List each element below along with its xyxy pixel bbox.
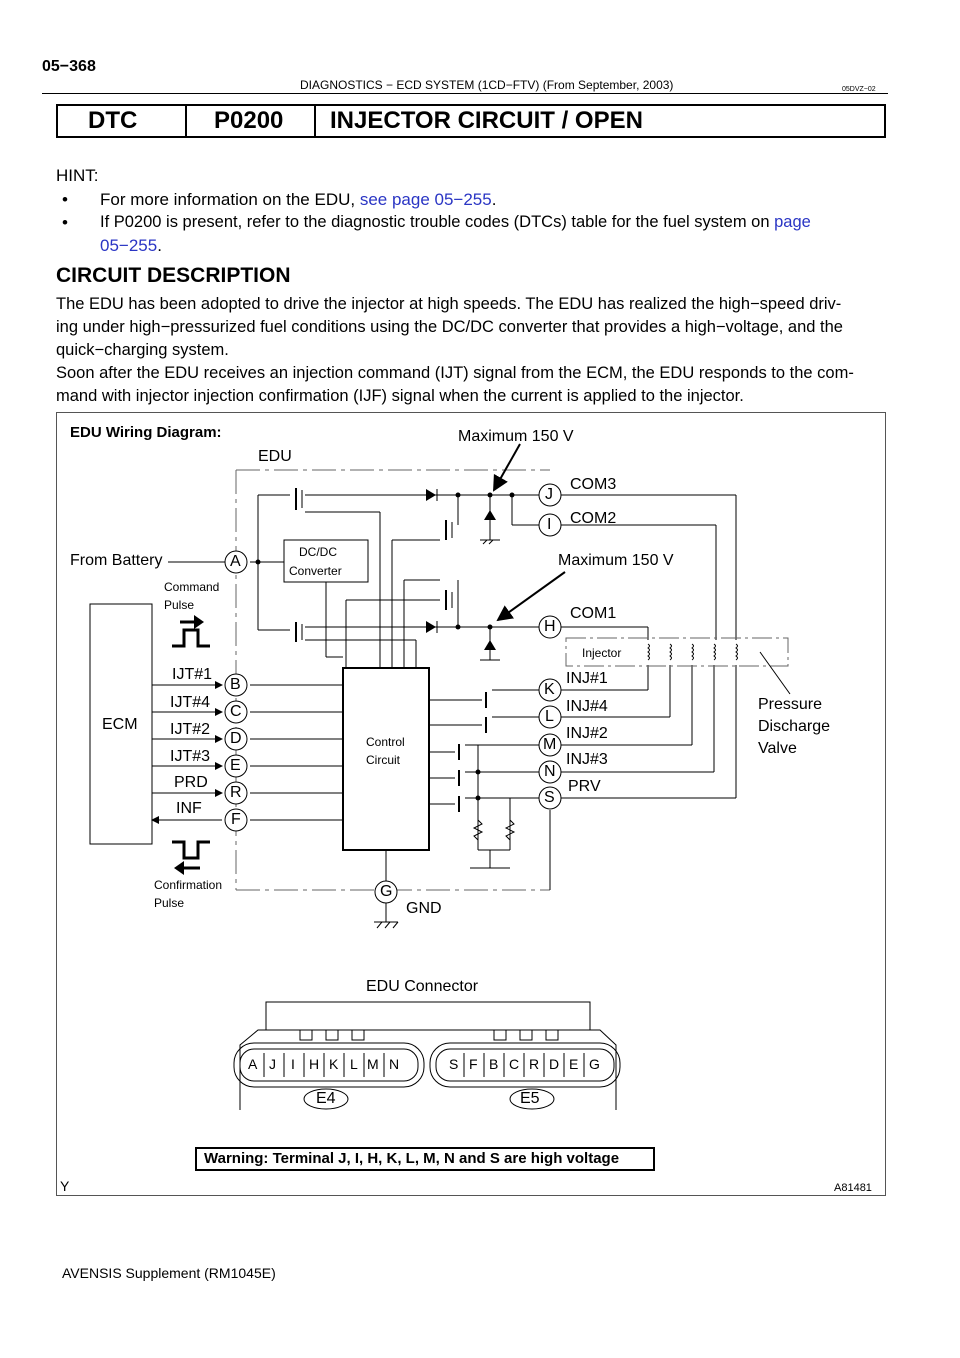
dtc-label: DTC [88,107,138,134]
description-line-2: ing under high−pressurized fuel conditions using the DC/DC converter that provides a high−voltage, and the [56,318,843,336]
hint-item-1-end: . [491,190,497,209]
label-com3: COM3 [570,476,617,493]
doc-code: 05DVZ−02 [842,86,876,93]
terminal-e: E [230,757,241,774]
hint-item-2-end: . [157,236,162,255]
e5-pin-s: S [449,1056,459,1072]
pressure-label-2: Discharge [758,718,831,735]
terminal-f: F [231,811,241,828]
label-com1: COM1 [570,605,617,622]
label-com2: COM2 [570,510,617,527]
from-battery-label: From Battery [70,552,163,569]
confirmation-label-1: Confirmation [154,878,223,892]
label-inj1: INJ#1 [566,670,608,687]
terminal-j: J [545,486,553,503]
confirmation-label-2: Pulse [154,896,185,910]
connector-e4-label: E4 [316,1090,336,1107]
max-voltage-label-mid: Maximum 150 V [558,552,674,569]
diagram-title: EDU Wiring Diagram: [70,424,222,441]
e4-pin-k: K [329,1056,339,1072]
section-header: DIAGNOSTICS − ECD SYSTEM (1CD−FTV) (From September, 2003) [300,78,674,92]
description-line-4: Soon after the EDU receives an injection command (IJT) signal from the ECM, the EDU responds to the com- [56,364,854,382]
hint-label: HINT: [56,166,99,185]
terminal-a: A [230,553,241,570]
dcdc-label-2: Converter [289,564,342,578]
edu-label: EDU [258,448,292,465]
hint-item-2-text: If P0200 is present, refer to the diagnostic trouble codes (DTCs) table for the fuel system on [100,213,770,231]
signal-ijt2: IJT#2 [170,721,211,738]
label-inj2: INJ#2 [566,725,608,742]
e4-pin-j: J [269,1056,276,1072]
circuit-description-heading: CIRCUIT DESCRIPTION [56,264,291,287]
signal-prd: PRD [174,774,208,791]
hint-item-1-text: For more information on the EDU, [100,190,356,209]
command-pulse-icon [172,622,210,646]
injector-label: Injector [582,646,622,660]
terminal-c: C [230,703,242,720]
footer-text: AVENSIS Supplement (RM1045E) [62,1265,276,1281]
hint-link-page[interactable]: page [774,213,811,231]
command-pulse-label-1: Command [164,580,220,594]
terminal-l: L [545,708,554,725]
terminal-m: M [543,736,557,753]
dtc-code: P0200 [214,107,284,134]
signal-inf: INF [176,800,202,817]
ecm-label: ECM [102,716,138,733]
high-voltage-warning: Warning: Terminal J, I, H, K, L, M, N and S are high voltage [204,1150,620,1167]
hint-link-05-255[interactable]: 05−255 [100,236,158,255]
description-line-1: The EDU has been adopted to drive the injector at high speeds. The EDU has realized the high−speed driv- [56,295,842,313]
e5-pin-f: F [469,1056,478,1072]
e5-pin-d: D [549,1056,560,1072]
bullet: • [62,213,68,232]
e4-pin-i: I [291,1056,295,1072]
e4-pin-h: H [309,1056,320,1072]
pressure-label-1: Pressure [758,696,823,713]
e5-pin-g: G [589,1056,600,1072]
description-line-3: quick−charging system. [56,341,229,359]
bullet: • [62,190,68,209]
description-line-5: mand with injector injection confirmation (IJF) signal when the current is applied to the injector. [56,387,744,405]
command-pulse-label-2: Pulse [164,598,195,612]
e5-pin-c: C [509,1056,520,1072]
dtc-title: INJECTOR CIRCUIT / OPEN [330,107,643,134]
page-number: 05−368 [42,58,96,75]
e4-pin-m: M [367,1056,379,1072]
terminal-r: R [230,784,242,801]
signal-ijt3: IJT#3 [170,748,211,765]
e4-pin-n: N [389,1056,400,1072]
max-voltage-label-top: Maximum 150 V [458,428,574,445]
terminal-b: B [230,676,241,693]
terminal-s: S [544,789,555,806]
e5-pin-r: R [529,1056,540,1072]
corner-y: Y [60,1178,70,1194]
terminal-d: D [230,730,242,747]
control-label-1: Control [366,735,405,749]
terminal-g: G [380,883,393,900]
signal-ijt1: IJT#1 [172,666,213,683]
label-inj4: INJ#4 [566,698,608,715]
pressure-label-3: Valve [758,740,797,757]
figure-code: A81481 [834,1182,872,1194]
e5-pin-e: E [569,1056,579,1072]
confirmation-pulse-icon [172,842,210,868]
e5-pin-b: B [489,1056,499,1072]
dcdc-label-1: DC/DC [299,545,337,559]
terminal-h: H [544,618,556,635]
e4-pin-l: L [350,1056,358,1072]
terminal-n: N [544,763,556,780]
label-inj3: INJ#3 [566,751,608,768]
connector-title: EDU Connector [366,978,479,995]
connector-e5-label: E5 [520,1090,540,1107]
control-label-2: Circuit [366,753,401,767]
label-prv: PRV [568,778,601,795]
hint-link-page-05-255[interactable]: see page 05−255 [359,190,492,209]
gnd-label: GND [406,900,442,917]
e4-pin-a: A [248,1056,258,1072]
terminal-i: I [547,516,552,533]
terminal-k: K [544,681,555,698]
signal-ijt4: IJT#4 [170,694,211,711]
edu-boundary [236,470,550,890]
